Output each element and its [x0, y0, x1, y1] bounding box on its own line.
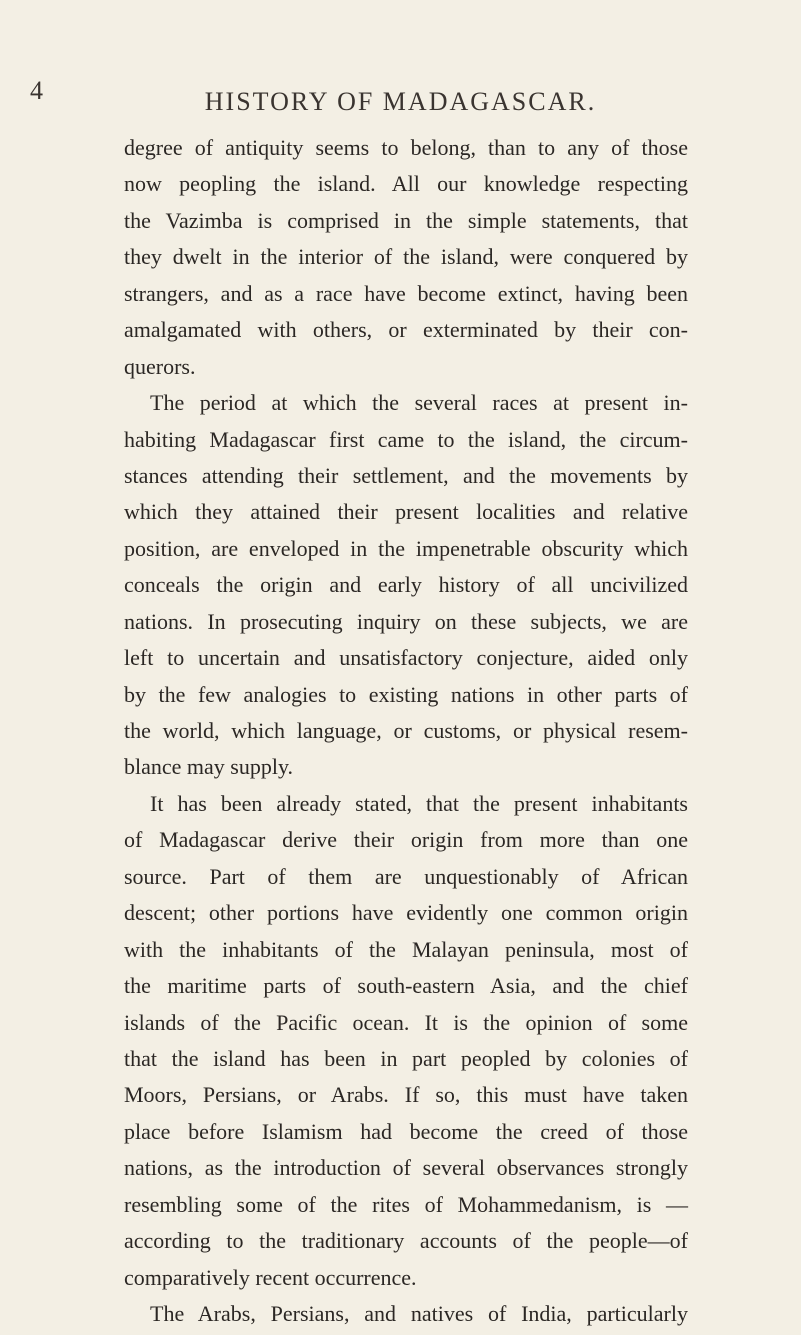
text-line: the Vazimba is comprised in the simple statements, that	[124, 207, 688, 233]
text-line: islands of the Pacific ocean. It is the opinion of some	[124, 1009, 688, 1035]
text-line: that the island has been in part peopled by colonies of	[124, 1045, 688, 1071]
text-line: left to uncertain and unsatisfactory conjecture, aided only	[124, 645, 688, 671]
text-line: resembling some of the rites of Mohammedanism, is —	[124, 1191, 688, 1217]
text-line: strangers, and as a race have become extinct, having been	[124, 280, 688, 306]
text-line: The period at which the several races at present in-	[150, 390, 688, 416]
text-line: the maritime parts of south-eastern Asia, and the chief	[124, 973, 688, 999]
text-line: place before Islamism had become the creed of those	[124, 1118, 688, 1144]
text-line: degree of antiquity seems to belong, than to any of those	[124, 135, 688, 160]
page-number: 4	[30, 76, 43, 105]
text-line: querors.	[124, 353, 196, 379]
text-line: source. Part of them are unquestionably of African	[124, 863, 688, 889]
text-line: which they attained their present localities and relative	[124, 499, 688, 525]
running-title: HISTORY OF MADAGASCAR.	[204, 87, 597, 116]
text-line: descent; other portions have evidently one common origin	[124, 900, 688, 926]
text-line: conceals the origin and early history of all uncivilized	[124, 572, 688, 598]
text-line: position, are enveloped in the impenetrable obscurity which	[124, 535, 688, 561]
text-line: of Madagascar derive their origin from more than one	[124, 827, 688, 853]
text-line: amalgamated with others, or exterminated by their con-	[124, 317, 688, 343]
text-line: they dwelt in the interior of the island, were conquered by	[124, 244, 688, 270]
body-text	[124, 130, 688, 1332]
text-line: blance may supply.	[124, 754, 294, 780]
text-line: It has been already stated, that the present inhabitants	[150, 790, 688, 816]
text-line: by the few analogies to existing nations in other parts of	[124, 681, 688, 707]
text-line: nations. In prosecuting inquiry on these subjects, we are	[124, 608, 688, 634]
text-line: nations, as the introduction of several observances strongly	[124, 1155, 688, 1181]
text-line: with the inhabitants of the Malayan peninsula, most of	[124, 936, 688, 962]
text-line: Moors, Persians, or Arabs. If so, this must have taken	[124, 1082, 688, 1108]
text-line: stances attending their settlement, and the movements by	[124, 462, 688, 488]
text-line: the world, which language, or customs, or physical resem-	[124, 718, 688, 743]
text-line: now peopling the island. All our knowledge respecting	[124, 171, 688, 197]
text-line: comparatively recent occurrence.	[124, 1264, 417, 1290]
text-line: habiting Madagascar first came to the island, the circum-	[124, 426, 688, 452]
text-line: The Arabs, Persians, and natives of India, particularly	[150, 1301, 688, 1326]
text-line: according to the traditionary accounts of the people—of	[124, 1228, 688, 1254]
